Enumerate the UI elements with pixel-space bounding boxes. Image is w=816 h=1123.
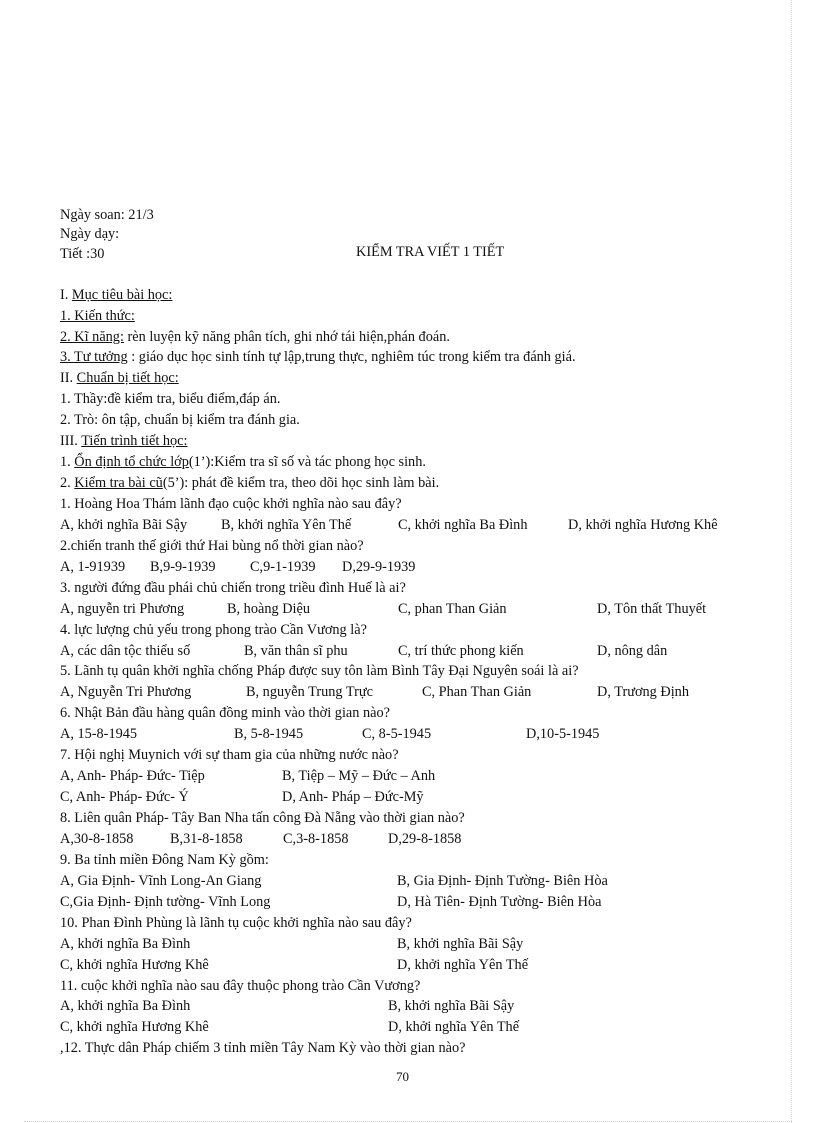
answer-3c: C, phan Than Giản (398, 601, 507, 617)
page-bottom-border (24, 1121, 792, 1122)
section-2-item-1: 1. Thầy:đề kiểm tra, biểu điểm,đáp án. (60, 391, 281, 407)
answer-7c: C, Anh- Pháp- Đức- Ý (60, 789, 189, 805)
page-right-border (791, 0, 792, 1123)
answer-2a: A, 1-91939 (60, 559, 126, 575)
answer-10b: B, khởi nghĩa Bãi Sậy (397, 936, 524, 952)
answer-4a: A, các dân tộc thiểu số (60, 643, 191, 659)
section-2-item-2: 2. Trò: ôn tập, chuẩn bị kiểm tra đánh gia. (60, 412, 300, 428)
answer-11d: D, khởi nghĩa Yên Thế (388, 1019, 520, 1035)
answer-8b: B,31-8-1858 (170, 831, 243, 847)
answer-9b: B, Gia Định- Định Tường- Biên Hòa (397, 873, 608, 889)
answer-7d: D, Anh- Pháp – Đức-Mỹ (282, 789, 424, 805)
question-3: 3. người đứng đầu phái chủ chiến trong triều đình Huế là ai? (60, 580, 406, 596)
question-12: ,12. Thực dân Pháp chiếm 3 tỉnh miền Tây Nam Kỳ vào thời gian nào? (60, 1040, 466, 1056)
answer-11c: C, khởi nghĩa Hương Khê (60, 1019, 209, 1035)
lesson-number: Tiết :30 (60, 246, 105, 262)
answer-3d: D, Tôn thất Thuyết (597, 601, 707, 617)
answer-10d: D, khởi nghĩa Yên Thế (397, 957, 529, 973)
answer-6d: D,10-5-1945 (526, 726, 600, 742)
answer-1d: D, khởi nghĩa Hương Khê (568, 517, 718, 533)
question-1: 1. Hoàng Hoa Thám lãnh đạo cuộc khởi nghĩa nào sau đây? (60, 496, 402, 512)
answer-4c: C, trí thức phong kiến (398, 643, 524, 659)
question-10: 10. Phan Đình Phùng là lãnh tụ cuộc khởi nghĩa nào sau đây? (60, 915, 412, 931)
section-3-heading-text: Tiến trình tiết học: (81, 433, 188, 449)
answer-5b: B, nguyễn Trung Trực (246, 684, 373, 700)
page-title: KIỂM TRA VIẾT 1 TIẾT (356, 244, 505, 260)
section-1-heading: I. Mục tiêu bài học: (60, 287, 173, 303)
answer-10c: C, khởi nghĩa Hương Khê (60, 957, 209, 973)
question-2: 2.chiến tranh thế giới thứ Hai bùng nổ thời gian nào? (60, 538, 364, 554)
answer-7a: A, Anh- Pháp- Đức- Tiệp (60, 768, 205, 784)
answer-3b: B, hoàng Diệu (227, 601, 310, 617)
section-1-heading-text: Mục tiêu bài học: (71, 287, 173, 303)
section-2-heading-text: Chuẩn bị tiết học: (76, 370, 179, 386)
question-9: 9. Ba tỉnh miền Đông Nam Kỳ gồm: (60, 852, 269, 868)
section-1-item-3: 3. Tư tưởng : giáo dục học sinh tính tự lập,trung thực, nghiêm túc trong kiểm tra đánh giá. (60, 349, 576, 365)
section-3-step-1: 1. Ổn định tổ chức lớp(1’):Kiểm tra sĩ số và tác phong học sinh. (60, 454, 426, 470)
question-5: 5. Lãnh tụ quân khởi nghĩa chống Pháp được suy tôn làm Bình Tây Đại Nguyên soái là ai? (60, 663, 579, 679)
question-8: 8. Liên quân Pháp- Tây Ban Nha tấn công Đà Nẵng vào thời gian nào? (60, 810, 465, 826)
answer-5c: C, Phan Than Giản (422, 684, 532, 700)
page-number: 70 (396, 1069, 409, 1084)
question-7: 7. Hội nghị Muynich với sự tham gia của những nước nào? (60, 747, 399, 763)
answer-6c: C, 8-5-1945 (362, 726, 432, 742)
answer-3a: A, nguyễn tri Phương (60, 601, 185, 617)
section-1-item-2: 2. Kĩ năng: rèn luyện kỹ năng phân tích, ghi nhớ tái hiện,phán đoán. (60, 329, 450, 345)
date-prepared: Ngày soan: 21/3 (60, 207, 154, 223)
answer-2d: D,29-9-1939 (342, 559, 416, 575)
answer-11a: A, khởi nghĩa Ba Đình (60, 998, 191, 1014)
answer-9a: A, Gia Định- Vĩnh Long-An Giang (60, 873, 262, 889)
answer-1a: A, khởi nghĩa Bãi Sậy (60, 517, 188, 533)
answer-8c: C,3-8-1858 (283, 831, 349, 847)
answer-5d: D, Trương Định (597, 684, 689, 700)
answer-5a: A, Nguyễn Tri Phương (60, 684, 192, 700)
date-taught: Ngày dạy: (60, 226, 120, 242)
answer-1b: B, khởi nghĩa Yên Thế (221, 517, 352, 533)
answer-7b: B, Tiệp – Mỹ – Đức – Anh (282, 768, 436, 784)
answer-6a: A, 15-8-1945 (60, 726, 138, 742)
answer-8a: A,30-8-1858 (60, 831, 134, 847)
question-11: 11. cuộc khởi nghĩa nào sau đây thuộc phong trào Cần Vương? (60, 978, 421, 994)
section-3-heading: III. Tiến trình tiết học: (60, 433, 188, 449)
answer-1c: C, khởi nghĩa Ba Đình (398, 517, 528, 533)
answer-10a: A, khởi nghĩa Ba Đình (60, 936, 191, 952)
answer-8d: D,29-8-1858 (388, 831, 462, 847)
section-2-heading: II. Chuẩn bị tiết học: (60, 370, 179, 386)
question-6: 6. Nhật Bản đầu hàng quân đồng minh vào thời gian nào? (60, 705, 390, 721)
question-4: 4. lực lượng chủ yếu trong phong trào Cần Vương là? (60, 622, 367, 638)
answer-4b: B, văn thân sĩ phu (244, 643, 348, 659)
section-3-step-2: 2. Kiểm tra bài cũ(5’): phát đề kiểm tra, theo dõi học sinh làm bài. (60, 475, 440, 491)
answer-9d: D, Hà Tiên- Định Tường- Biên Hòa (397, 894, 602, 910)
answer-6b: B, 5-8-1945 (234, 726, 304, 742)
answer-2b: B,9-9-1939 (150, 559, 216, 575)
answer-2c: C,9-1-1939 (250, 559, 316, 575)
answer-9c: C,Gia Định- Định tường- Vĩnh Long (60, 894, 271, 910)
answer-4d: D, nông dân (597, 643, 668, 659)
section-1-item-1: 1. Kiến thức: (60, 308, 135, 324)
answer-11b: B, khởi nghĩa Bãi Sậy (388, 998, 515, 1014)
